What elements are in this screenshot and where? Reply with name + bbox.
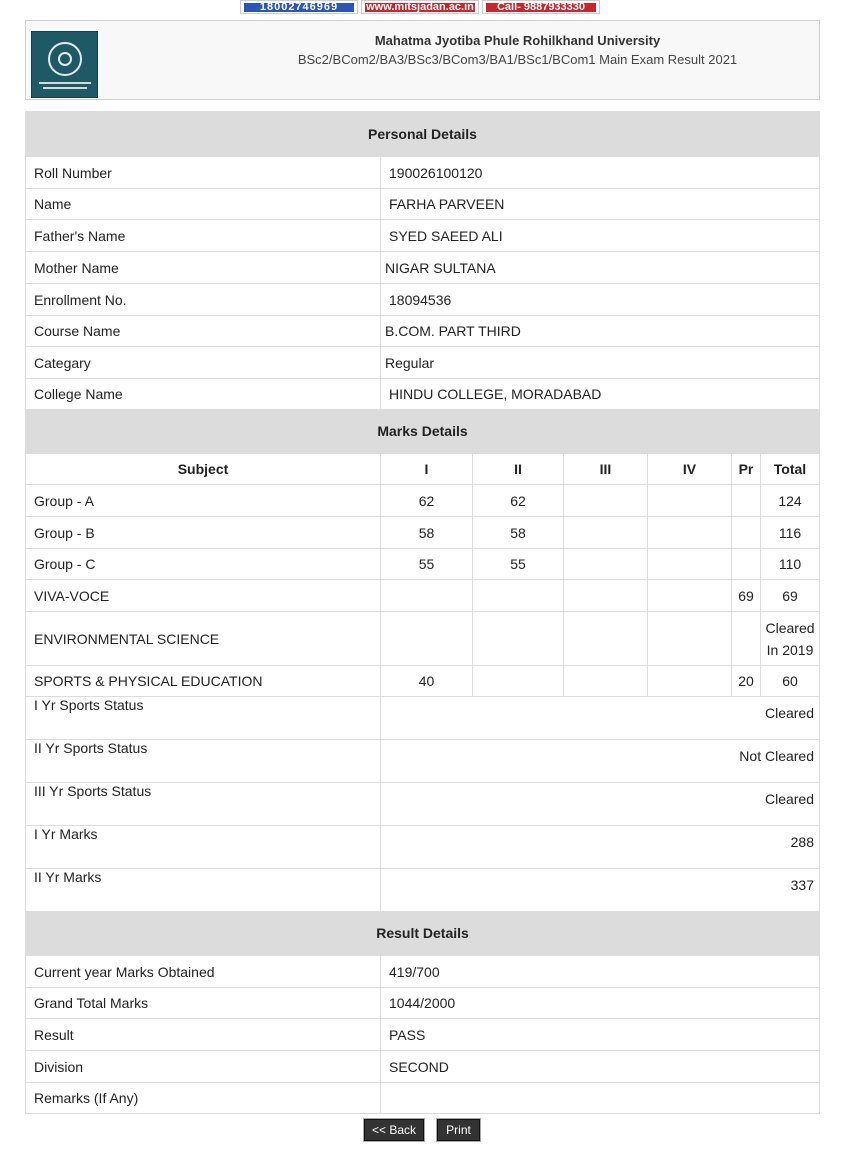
mark-cell bbox=[381, 580, 473, 611]
roll-number-label: Roll Number bbox=[26, 157, 381, 188]
status-value: Cleared bbox=[764, 791, 814, 807]
result-row-grand-total bbox=[26, 987, 819, 1018]
subject-cell: ENVIRONMENTAL SCIENCE bbox=[26, 612, 381, 665]
col-total: Total bbox=[773, 461, 807, 477]
mark-cell bbox=[564, 666, 648, 696]
personal-row-enrollment bbox=[26, 283, 819, 315]
personal-row-roll-number bbox=[26, 156, 819, 188]
col-subject: Subject bbox=[26, 454, 381, 484]
division-label: Division bbox=[26, 1051, 381, 1082]
status-row bbox=[26, 739, 819, 782]
personal-row-college bbox=[26, 378, 819, 409]
course-label: Course Name bbox=[26, 316, 381, 346]
mother-name-value: NIGAR SULTANA bbox=[385, 259, 496, 276]
result-row-division bbox=[26, 1050, 819, 1082]
banner-website-text: www.mitsjadan.ac.in bbox=[366, 3, 474, 12]
table-row bbox=[26, 611, 819, 665]
name-value: FARHA PARVEEN bbox=[389, 196, 505, 212]
status-label: II Yr Sports Status bbox=[26, 740, 381, 782]
result-row-current-marks bbox=[26, 955, 819, 987]
status-label: III Yr Sports Status bbox=[26, 783, 381, 825]
mark-cell bbox=[648, 549, 732, 579]
category-value: Regular bbox=[385, 354, 435, 371]
mark-cell: 58 bbox=[473, 517, 564, 548]
father-name-value: SYED SAEED ALI bbox=[389, 227, 503, 244]
top-banner bbox=[240, 0, 600, 14]
banner-call-text: Call- 9887933330 bbox=[486, 3, 596, 12]
result-details-heading: Result Details bbox=[26, 911, 819, 955]
course-value: B.COM. PART THIRD bbox=[385, 323, 521, 339]
total-cell: 116 bbox=[778, 524, 802, 541]
subject-cell: VIVA-VOCE bbox=[26, 580, 381, 611]
remarks-value bbox=[381, 1083, 819, 1113]
mark-cell bbox=[473, 666, 564, 696]
banner-phone[interactable] bbox=[240, 0, 358, 14]
status-value: Not Cleared bbox=[739, 748, 814, 764]
mark-cell bbox=[732, 485, 761, 516]
mark-cell bbox=[381, 612, 473, 665]
mark-cell: 69 bbox=[732, 580, 761, 611]
exam-subtitle: BSc2/BCom2/BA3/BSc3/BCom3/BA1/BSc1/BCom1 Main Exam Result 2021 bbox=[297, 52, 738, 67]
mark-cell: 55 bbox=[473, 549, 564, 579]
col-iv: IV bbox=[648, 454, 732, 484]
mark-cell bbox=[648, 517, 732, 548]
personal-row-mother-name bbox=[26, 251, 819, 283]
mark-cell bbox=[732, 549, 761, 579]
marks-header-row bbox=[26, 453, 819, 484]
mark-cell bbox=[648, 580, 732, 611]
banner-website[interactable] bbox=[361, 0, 479, 14]
result-label: Result bbox=[26, 1019, 381, 1050]
status-label: I Yr Marks bbox=[26, 826, 381, 868]
col-iii: III bbox=[564, 454, 648, 484]
status-label: II Yr Marks bbox=[26, 869, 381, 911]
total-cell: 110 bbox=[778, 556, 802, 572]
result-row-remarks bbox=[26, 1082, 819, 1113]
university-title: Mahatma Jyotiba Phule Rohilkhand University bbox=[374, 33, 661, 48]
personal-row-father-name bbox=[26, 219, 819, 251]
mark-cell bbox=[564, 485, 648, 516]
personal-row-category bbox=[26, 346, 819, 378]
table-row bbox=[26, 484, 819, 516]
result-row-result bbox=[26, 1018, 819, 1050]
mark-cell bbox=[648, 485, 732, 516]
personal-row-course bbox=[26, 315, 819, 346]
subject-cell: Group - C bbox=[26, 549, 381, 579]
mark-cell bbox=[564, 549, 648, 579]
col-pr: Pr bbox=[732, 454, 761, 484]
mark-cell bbox=[564, 580, 648, 611]
table-row bbox=[26, 579, 819, 611]
subject-cell: Group - A bbox=[26, 485, 381, 516]
division-value: SECOND bbox=[389, 1058, 449, 1075]
status-row bbox=[26, 825, 819, 868]
total-cell: 124 bbox=[778, 492, 802, 509]
subject-cell: SPORTS & PHYSICAL EDUCATION bbox=[26, 666, 381, 696]
print-button[interactable]: Print bbox=[437, 1119, 480, 1141]
mark-cell: 20 bbox=[732, 666, 761, 696]
mark-cell bbox=[564, 517, 648, 548]
action-buttons bbox=[364, 1119, 480, 1141]
mark-cell bbox=[473, 580, 564, 611]
grand-total-label: Grand Total Marks bbox=[26, 988, 381, 1018]
remarks-label: Remarks (If Any) bbox=[26, 1083, 381, 1113]
category-label: Categary bbox=[26, 347, 381, 378]
mark-cell: 58 bbox=[381, 517, 473, 548]
personal-row-name bbox=[26, 188, 819, 219]
college-label: College Name bbox=[26, 379, 381, 409]
table-row bbox=[26, 548, 819, 579]
enrollment-value: 18094536 bbox=[389, 291, 452, 308]
page-header bbox=[25, 20, 820, 100]
status-label: I Yr Sports Status bbox=[26, 697, 381, 739]
name-label: Name bbox=[26, 189, 381, 219]
status-value: 288 bbox=[790, 834, 814, 850]
marks-details-heading: Marks Details bbox=[26, 409, 819, 453]
father-name-label: Father's Name bbox=[26, 220, 381, 251]
status-value: Cleared bbox=[764, 705, 814, 721]
status-row bbox=[26, 868, 819, 911]
total-cell: 69 bbox=[782, 587, 798, 604]
table-row bbox=[26, 516, 819, 548]
mark-cell bbox=[648, 612, 732, 665]
mark-cell bbox=[564, 612, 648, 665]
subject-cell: Group - B bbox=[26, 517, 381, 548]
enrollment-label: Enrollment No. bbox=[26, 284, 381, 315]
mark-cell bbox=[648, 666, 732, 696]
roll-number-value: 190026100120 bbox=[389, 164, 483, 181]
college-value: HINDU COLLEGE, MORADABAD bbox=[389, 386, 602, 402]
table-row bbox=[26, 665, 819, 696]
result-sheet bbox=[25, 111, 820, 1114]
mother-name-label: Mother Name bbox=[26, 252, 381, 283]
col-ii: II bbox=[473, 454, 564, 484]
result-value: PASS bbox=[389, 1026, 426, 1043]
total-cell: 60 bbox=[782, 673, 798, 689]
mark-cell bbox=[473, 612, 564, 665]
banner-phone-text: 18002746969 bbox=[244, 3, 354, 12]
status-row bbox=[26, 782, 819, 825]
back-button[interactable]: << Back bbox=[364, 1119, 424, 1141]
total-cell: Cleared In 2019 bbox=[765, 619, 815, 658]
personal-details-heading: Personal Details bbox=[26, 112, 819, 156]
mark-cell: 40 bbox=[381, 666, 473, 696]
banner-call[interactable] bbox=[482, 0, 600, 14]
status-row bbox=[26, 696, 819, 739]
current-marks-label: Current year Marks Obtained bbox=[26, 956, 381, 987]
mark-cell bbox=[732, 517, 761, 548]
mark-cell: 55 bbox=[381, 549, 473, 579]
grand-total-value: 1044/2000 bbox=[389, 995, 456, 1011]
mark-cell: 62 bbox=[473, 485, 564, 516]
mark-cell: 62 bbox=[381, 485, 473, 516]
col-i: I bbox=[381, 454, 473, 484]
status-value: 337 bbox=[790, 877, 814, 893]
current-marks-value: 419/700 bbox=[389, 963, 440, 980]
mark-cell bbox=[732, 612, 761, 665]
